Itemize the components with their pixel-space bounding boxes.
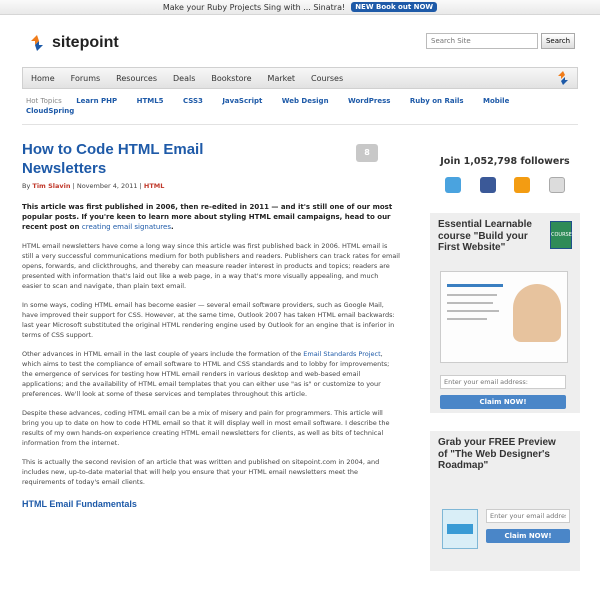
- email-standards-link[interactable]: Email Standards Project: [303, 350, 381, 358]
- roadmap-claim-button[interactable]: Claim NOW!: [486, 529, 570, 543]
- nav-resources[interactable]: Resources: [116, 73, 158, 83]
- search-form: [426, 33, 575, 49]
- roadmap-promo-title: Grab your FREE Preview of "The Web Designer's Roadmap": [438, 437, 556, 471]
- nav-bookstore[interactable]: Bookstore: [211, 73, 252, 83]
- promo-banner[interactable]: [0, 0, 600, 15]
- roadmap-book-cover: [442, 509, 478, 549]
- nav-home[interactable]: Home: [31, 73, 55, 83]
- course-badge-label: COURSE: [551, 232, 572, 238]
- paragraph-1: HTML email newsletters have come a long way since this article was first published back in 2006. HTML email is still a very successful communications medium for both publishers and readers. Publishers can track rates for email opens, forwards, and clickthroughs, and thereby can measure reader interest in products and topics; readers are presented with information that's laid out like a web page, in a way that's more visually appealing, and much easier to scan and navigate, than plain text email.: [22, 242, 400, 290]
- topic-link[interactable]: Learn PHP: [76, 97, 118, 105]
- p3-text-before: Other advances in HTML email in the last couple of years include the formation of the: [22, 350, 302, 358]
- article-lead: This article was first published in 2006, then re-edited in 2011 — and it's still one of our most popular posts. If you're keen to learn more about styling HTML email campaigns, head to our recent post on creating email signatures.: [22, 203, 393, 231]
- topic-link[interactable]: Mobile: [483, 97, 510, 105]
- topic-link[interactable]: JavaScript: [222, 97, 263, 105]
- article-title[interactable]: How to Code HTML Email Newsletters: [22, 141, 204, 177]
- facebook-icon[interactable]: [480, 177, 496, 193]
- paragraph-3: [22, 349, 400, 399]
- banner-text[interactable]: Make your Ruby Projects Sing with ... Sinatra!: [162, 2, 346, 12]
- main-nav: [22, 67, 578, 89]
- topic-link[interactable]: HTML5: [136, 97, 164, 105]
- nav-deals[interactable]: Deals: [173, 73, 196, 83]
- topic-link[interactable]: CSS3: [182, 97, 203, 105]
- hot-topics: [26, 96, 566, 116]
- byline: By Tim Slavin | November 4, 2011 | HTML: [22, 182, 165, 190]
- rss-icon[interactable]: [514, 177, 530, 193]
- course-email-input[interactable]: [440, 375, 566, 389]
- publish-date: November 4, 2011: [76, 182, 138, 190]
- lead-text: This article was first published in 2006, then re-edited in 2011 — and it's still one of our most popular posts. If you're keen to learn more about styling HTML email campaigns, head to our recent post on: [22, 203, 393, 231]
- byline-by: By: [22, 182, 31, 190]
- nav-market[interactable]: Market: [267, 73, 296, 83]
- sidebar: [430, 140, 580, 571]
- topic-link[interactable]: CloudSpring: [26, 107, 75, 115]
- topic-link[interactable]: Ruby on Rails: [409, 97, 464, 105]
- email-icon[interactable]: [549, 177, 565, 193]
- lead-link[interactable]: creating email signatures: [81, 223, 171, 231]
- nav-courses[interactable]: Courses: [311, 73, 344, 83]
- course-promo-title: Essential Learnable course "Build your First Website": [438, 219, 532, 253]
- section-heading: HTML Email Fundamentals: [22, 499, 137, 509]
- social-icons: [430, 177, 580, 193]
- topic-link[interactable]: Web Design: [281, 97, 329, 105]
- header-divider: [22, 124, 578, 125]
- author-link[interactable]: Tim Slavin: [32, 182, 71, 190]
- comment-count-badge[interactable]: 8: [356, 144, 378, 162]
- site-logo[interactable]: [28, 34, 119, 52]
- article: [22, 140, 400, 509]
- course-badge-icon: [550, 221, 572, 249]
- logo-text: sitepoint: [52, 34, 119, 51]
- sitepoint-logo-icon: [28, 34, 46, 52]
- search-button[interactable]: Search: [541, 33, 575, 49]
- roadmap-email-input[interactable]: [486, 509, 570, 523]
- twitter-icon[interactable]: [445, 177, 461, 193]
- topic-link[interactable]: WordPress: [348, 97, 391, 105]
- course-promo: [430, 213, 580, 413]
- search-input[interactable]: [426, 33, 538, 49]
- category-link[interactable]: HTML: [143, 182, 165, 190]
- sitepoint-mini-icon[interactable]: [555, 70, 571, 86]
- p3-text-after: , which aims to test the compliance of email software to HTML and CSS standards and to lobby for improvements; the emergence of services for testing how HTML email renders in various desktop and web-based email applications; and the availability of HTML email templates that you can either use "as is" or customize to your preferences. We'll look at some of these services and templates throughout this article.: [22, 350, 390, 398]
- paragraph-4: Despite these advances, coding HTML email can be a mix of misery and pain for programmers. This article will bring you up to date on how to code HTML email so that it will display well in most email software. I describe the results of my own hands-on experience creating HTML email newsletters for clients, as well as bits of technical information from the internet.: [22, 409, 390, 447]
- banner-badge[interactable]: NEW Book out NOW: [351, 2, 437, 12]
- paragraph-5: This is actually the second revision of an article that was written and published on sitepoint.com in 2004, and includes new, up-to-date material that will help you ensure that your HTML email newsletters meet the requirements of today's email clients.: [22, 458, 380, 486]
- nav-forums[interactable]: Forums: [70, 73, 101, 83]
- course-claim-button[interactable]: Claim NOW!: [440, 395, 566, 409]
- hot-topics-label: Hot Topics: [26, 97, 62, 105]
- course-preview-image: [440, 271, 568, 363]
- roadmap-promo: [430, 431, 580, 571]
- paragraph-2: In some ways, coding HTML email has become easier — several email software providers, such as Google Mail, have improved their support for CSS. However, at the same time, Outlook 2007 has taken HTML email backwards: last year Microsoft substituted the original HTML rendering engine used by Outlook for an engine that is inferior in terms of CSS support.: [22, 301, 395, 339]
- followers-count: Join 1,052,798 followers: [440, 156, 570, 167]
